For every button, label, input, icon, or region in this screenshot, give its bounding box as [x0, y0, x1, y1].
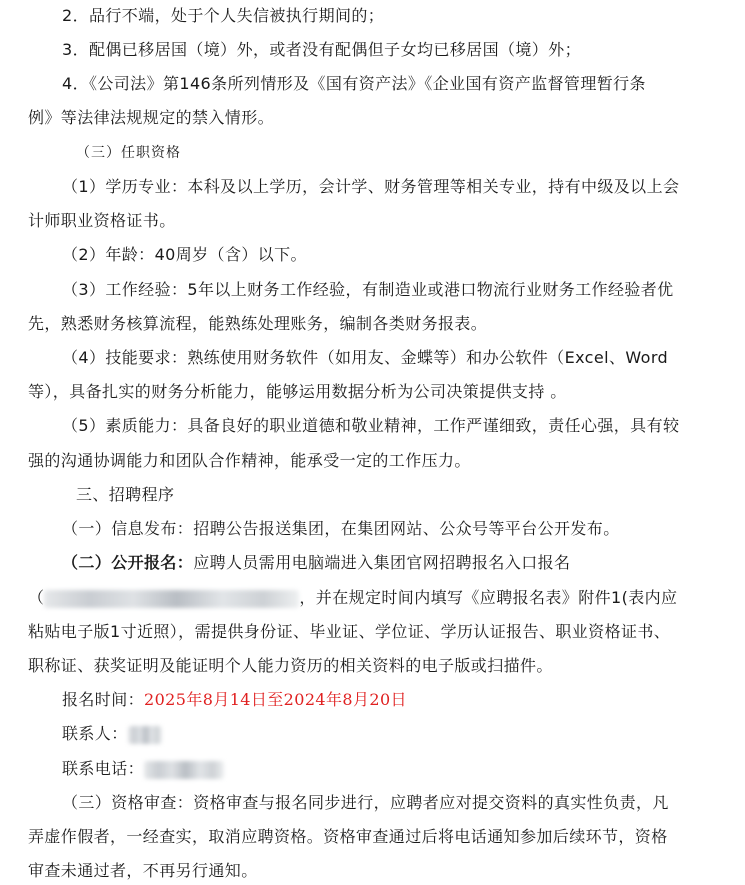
qualification-skills-cont: 等），具备扎实的财务分析能力，能够运用数据分析为公司决策提供支持 。 — [28, 382, 567, 401]
disqualification-item-2: 2．品行不端，处于个人失信被执行期间的； — [62, 6, 385, 25]
disqualification-item-4: 4．《公司法》第146条所列情形及《国有资产法》《企业国有资产监督管理暂行条 — [62, 74, 646, 93]
procedure-registration-docs: 粘贴电子版1寸近照），需提供身份证、毕业证、学位证、学历认证报告、职业资格证书、 — [28, 622, 671, 641]
procedure-info-release: （一）信息发布：招聘公告报送集团，在集团网站、公众号等平台公开发布。 — [62, 519, 620, 538]
qualification-education: （1）学历专业：本科及以上学历，会计学、财务管理等相关专业，持有中级及以上会 — [62, 177, 680, 196]
redacted-phone-number — [144, 761, 224, 779]
qualification-age: （2）年龄：40周岁（含）以下。 — [62, 245, 307, 264]
section-heading-procedure: 三、招聘程序 — [76, 485, 175, 504]
procedure-qualification-review-end: 审查未通过者，不再另行通知。 — [28, 861, 258, 880]
procedure-registration-url-line — [28, 588, 718, 608]
procedure-qualification-review: （三）资格审查：资格审查与报名同步进行，应聘者应对提交资料的真实性负责，凡 — [62, 793, 669, 812]
procedure-registration-docs-cont: 职称证、获奖证明及能证明个人能力资历的相关资料的电子版或扫描件。 — [28, 656, 553, 675]
procedure-qualification-review-cont: 弄虚作假者，一经查实，取消应聘资格。资格审查通过后将电话通知参加后续环节，资格 — [28, 827, 668, 846]
procedure-registration-text: 应聘人员需用电脑端进入集团官网招聘报名入口报名 — [193, 553, 571, 572]
section-heading-qualifications: （三）任职资格 — [76, 145, 181, 161]
qualification-education-cont: 计师职业资格证书。 — [28, 211, 176, 230]
procedure-registration-label: （二）公开报名： — [62, 553, 194, 572]
qualification-experience-cont: 先，熟悉财务核算流程，能熟练处理账务，编制各类财务报表。 — [28, 314, 488, 333]
registration-time-value: 2025年8月14日至2024年8月20日 — [144, 690, 407, 709]
qualification-skills: （4）技能要求：熟练使用财务软件（如用友、金蝶等）和办公软件（Excel、Word — [62, 348, 669, 367]
redacted-url — [44, 590, 299, 608]
disqualification-item-4-cont: 例》等法律法规规定的禁入情形。 — [28, 108, 275, 127]
qualification-quality-cont: 强的沟通协调能力和团队合作精神，能承受一定的工作压力。 — [28, 451, 471, 470]
registration-time-label: 报名时间： — [62, 690, 145, 709]
registration-time — [62, 690, 745, 710]
redacted-contact-name — [128, 726, 162, 744]
procedure-registration-url-rest: ，并在规定时间内填写《应聘报名表》附件1(表内应 — [299, 588, 678, 607]
disqualification-item-3: 3．配偶已移居国（境）外，或者没有配偶但子女均已移居国（境）外； — [62, 40, 581, 59]
contact-phone — [62, 759, 745, 779]
procedure-registration — [62, 553, 745, 573]
contact-phone-label: 联系电话： — [62, 759, 145, 778]
qualification-quality: （5）素质能力：具备良好的职业道德和敬业精神，工作严谨细致，责任心强，具有较 — [62, 416, 680, 435]
open-paren: （ — [28, 588, 45, 607]
contact-person-label: 联系人： — [62, 724, 128, 743]
qualification-experience: （3）工作经验：5年以上财务工作经验，有制造业或港口物流行业财务工作经验者优 — [62, 280, 674, 299]
contact-person — [62, 724, 745, 744]
